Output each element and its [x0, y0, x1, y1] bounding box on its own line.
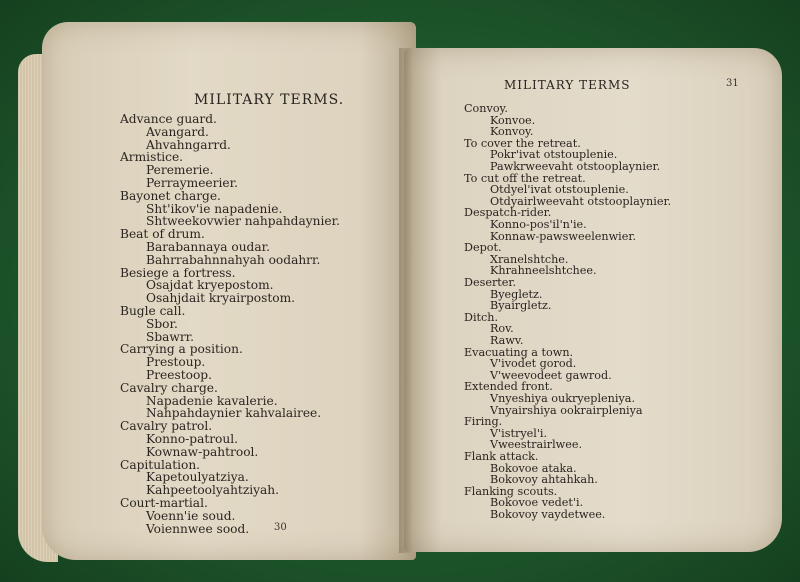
- term-heading: Extended front.: [464, 380, 553, 394]
- translation-line: Kahpeetoolyahtziyah.: [146, 483, 280, 498]
- left-page-heading: MILITARY TERMS.: [194, 92, 345, 108]
- translation-line: Byairgletz.: [490, 299, 552, 313]
- translation-line: Bahrrabahnnahyah oodahrr.: [146, 252, 321, 267]
- term-heading: Advance guard.: [120, 112, 217, 126]
- term-heading: Ditch.: [464, 310, 499, 324]
- translation-line: Konno-patroul.: [146, 432, 239, 446]
- translation-line: Nahpahdaynier kahvalairee.: [146, 406, 322, 421]
- term-heading: Court-martial.: [120, 496, 208, 510]
- translation-line: Konvoe.: [490, 113, 536, 127]
- term-heading: Bayonet charge.: [120, 188, 221, 203]
- term-heading: Cavalry patrol.: [120, 419, 213, 434]
- translation-line: Perraymeerier.: [146, 176, 238, 190]
- right-page: [404, 48, 782, 552]
- translation-line: Pokr'ivat otstouplenie.: [490, 148, 618, 162]
- term-heading: To cut off the retreat.: [464, 171, 586, 185]
- term-heading: Flanking scouts.: [464, 484, 558, 498]
- translation-line: Preestoop.: [146, 368, 212, 382]
- term-heading: Carrying a position.: [120, 342, 243, 357]
- translation-line: Barabannaya oudar.: [146, 240, 270, 254]
- translation-line: Voenn'ie soud.: [146, 508, 236, 523]
- translation-line: Sht'ikov'ie napadenie.: [146, 201, 283, 216]
- term-heading: Flank attack.: [464, 450, 539, 463]
- translation-line: Xranelshtche.: [490, 252, 569, 266]
- term-heading: Depot.: [464, 241, 502, 255]
- translation-line: Vweestrairlwee.: [490, 438, 583, 452]
- translation-line: Pawkrweevaht otstooplaynier.: [490, 160, 661, 173]
- term-heading: Deserter.: [464, 276, 517, 289]
- translation-line: Konvoy.: [490, 125, 534, 139]
- translation-line: Konnaw-pawsweelenwier.: [490, 229, 637, 243]
- translation-line: Bokovoe ataka.: [490, 461, 577, 475]
- translation-line: Ahvahngarrd.: [146, 137, 231, 152]
- translation-line: Rov.: [490, 322, 514, 336]
- term-heading: Besiege a fortress.: [120, 265, 236, 280]
- translation-line: Shtweekovwier nahpahdaynier.: [146, 214, 340, 229]
- translation-line: Bokovoe vedet'i.: [490, 496, 584, 510]
- translation-line: Avangard.: [146, 124, 209, 139]
- translation-line: Osahjdait kryairpostom.: [146, 291, 296, 306]
- translation-line: Vnyeshiya oukryepleniya.: [490, 392, 635, 405]
- translation-line: V'weevodeet gawrod.: [490, 368, 612, 382]
- translation-line: Voiennwee sood.: [146, 521, 250, 536]
- left-page: [42, 22, 416, 560]
- translation-line: V'ivodet gorod.: [490, 357, 577, 371]
- translation-line: Napadenie kavalerie.: [146, 393, 278, 408]
- term-heading: Capitulation.: [120, 457, 201, 472]
- translation-line: Prestoup.: [146, 355, 206, 370]
- translation-line: Byegletz.: [490, 287, 543, 301]
- translation-line: Rawv.: [490, 334, 524, 347]
- translation-line: Vnyairshiya ookrairpleniya: [490, 403, 643, 417]
- translation-line: Otdyairlweevaht otstooplaynier.: [490, 194, 672, 208]
- translation-line: Kownaw-pahtrool.: [146, 444, 259, 459]
- translation-line: Bokovoy vaydetwee.: [490, 508, 606, 521]
- term-heading: Armistice.: [120, 150, 184, 165]
- translation-line: Kapetoulyatziya.: [146, 470, 249, 485]
- translation-line: V'istryel'i.: [490, 426, 548, 440]
- book-spine: [399, 48, 413, 553]
- term-heading: Evacuating a town.: [464, 345, 574, 359]
- translation-line: Otdyel'ivat otstouplenie.: [490, 183, 629, 197]
- translation-line: Osajdat kryepostom.: [146, 278, 274, 293]
- right-page-number: 31: [726, 78, 739, 89]
- term-heading: To cover the retreat.: [464, 136, 581, 150]
- term-heading: Despatch-rider.: [464, 206, 552, 220]
- term-heading: Cavalry charge.: [120, 380, 218, 395]
- translation-line: Sbawrr.: [146, 329, 195, 344]
- translation-line: Konno-pos'il'n'ie.: [490, 218, 587, 231]
- translation-line: Khrahneelshtchee.: [490, 264, 597, 278]
- left-page-number: 30: [274, 522, 287, 533]
- right-page-heading: MILITARY TERMS: [504, 78, 631, 92]
- translation-line: Bokovoy ahtahkah.: [490, 473, 598, 487]
- translation-line: Peremerie.: [146, 163, 214, 178]
- term-heading: Bugle call.: [120, 304, 186, 318]
- term-heading: Firing.: [464, 415, 503, 429]
- term-heading: Beat of drum.: [120, 227, 205, 242]
- translation-line: Sbor.: [146, 316, 178, 331]
- open-book: [18, 14, 782, 570]
- term-heading: Convoy.: [464, 102, 508, 115]
